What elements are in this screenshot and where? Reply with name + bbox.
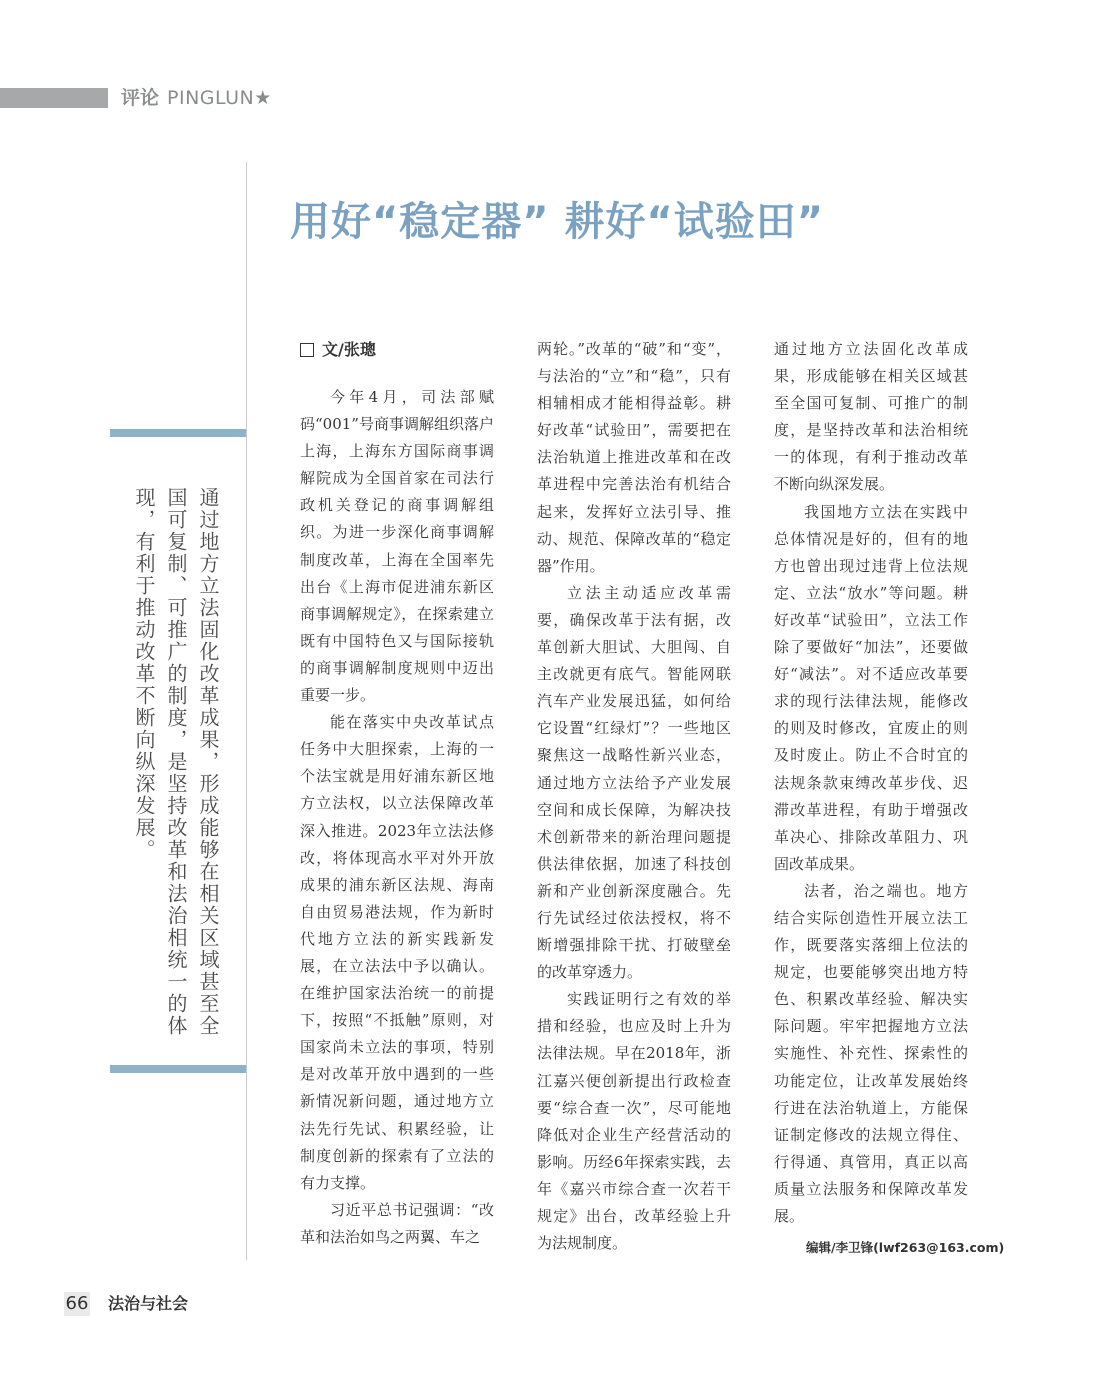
- paragraph: 能在落实中央改革试点任务中大胆探索，上海的一个法宝就是用好浦东新区地方立法权，以立法保障改革深入推进。2023年立法法修改，将体现高水平对外开放成果的浦东新区法规、海南自由贸易港法规，作为新时代地方立法的新实践新发展，在立法法中予以确认。在维护国家法治统一的前提下，按照“不抵触”原则，对国家尚未立法的事项，特别是对改革开放中遇到的一些新情况新问题，通过地方立法先行先试、积累经验，让制度创新的探索有了立法的有力支撑。: [300, 713, 494, 1192]
- byline-square-icon: [300, 343, 314, 357]
- paragraph: 两轮。”改革的“破”和“变”，与法治的“立”和“稳”，只有相辅相成才能相得益彰。耕好改革“试验田”，需要把在法治轨道上推进改革和在改革进程中完善法治有机结合起来，发挥好立法引导、推动、规范、保障改革的“稳定器”作用。: [537, 340, 731, 575]
- paragraph: 习近平总书记强调：“改革和法治如鸟之两翼、车之: [300, 1200, 494, 1246]
- paragraph: 通过地方立法固化改革成果，形成能够在相关区域甚至全国可复制、可推广的制度，是坚持改革和法治相统一的体现，有利于推动改革不断向纵深发展。: [774, 340, 968, 494]
- body-column-1: [300, 384, 494, 1251]
- paragraph: 我国地方立法在实践中总体情况是好的，但有的地方也曾出现过违背上位法规定、立法“放水”等问题。耕好改革“试验田”，立法工作除了要做好“加法”，还要做好“减法”。对不适应改革要求的现行法律法规，能修改的则及时修改，宜废止的则及时废止。防止不合时宜的法规条款束缚改革步伐、迟滞改革进程，有助于增强改革决心、排除改革阻力、巩固改革成果。: [774, 502, 968, 873]
- section-header-bar: [0, 88, 108, 108]
- pull-quote: 通过地方立法固化改革成果，形成能够在相关区域甚至全国可复制、可推广的制度，是坚持改革和法治相统一的体现，有利于推动改革不断向纵深发展。: [132, 487, 220, 1037]
- paragraph: 实践证明行之有效的举措和经验，也应及时上升为法律法规。早在2018年，浙江嘉兴便创新提出行政检查要“综合查一次”，尽可能地降低对企业生产经营活动的影响。历经6年探索实践，去年《嘉兴市综合查一次若干规定》出台，改革经验上升为法规制度。: [537, 990, 731, 1253]
- section-label-cn: 评论: [121, 87, 160, 109]
- byline-text: 文/张璁: [322, 340, 376, 359]
- paragraph: 今年4月，司法部赋码“001”号商事调解组织落户上海，上海东方国际商事调解院成为全国首家在司法行政机关登记的商事调解组织。为进一步深化商事调解制度改革，上海在全国率先出台《上海市促进浦东新区商事调解规定》，在探索建立既有中国特色又与国际接轨的商事调解制度规则中迈出重要一步。: [300, 388, 494, 705]
- column-divider-rule: [246, 162, 247, 1260]
- magazine-name: 法治与社会: [108, 1294, 189, 1313]
- paragraph: 立法主动适应改革需要，确保改革于法有据，改革创新大胆试、大胆闯、自主改就更有底气。智能网联汽车产业发展迅猛，如何给它设置“红绿灯”？一些地区聚焦这一战略性新兴业态，通过地方立法给予产业发展空间和成长保障，为解决技术创新带来的新治理问题提供法律依据，加速了科技创新和产业创新深度融合。先行先试经过依法授权，将不断增强排除干扰、打破壁垒的改革穿透力。: [537, 583, 731, 982]
- pull-quote-bottom-bar: [110, 1065, 246, 1073]
- body-column-3: [774, 336, 968, 1230]
- page-number: 66: [65, 1293, 89, 1314]
- byline: [300, 338, 376, 362]
- section-label: [121, 86, 272, 110]
- section-label-en: PINGLUN★: [167, 87, 272, 109]
- body-column-2: [537, 336, 731, 1257]
- paragraph: 法者，治之端也。地方结合实际创造性开展立法工作，既要落实落细上位法的规定，也要能够突出地方特色、积累改革经验、解决实际问题。牢牢把握地方立法实施性、补充性、探索性的功能定位，让改革发展始终行进在法治轨道上，方能保证制定修改的法规立得住、行得通、真管用，真正以高质量立法服务和保障改革发展。: [774, 881, 968, 1225]
- pull-quote-top-bar: [110, 429, 246, 437]
- article-title: 用好“稳定器” 耕好“试验田”: [290, 199, 825, 245]
- editor-credit: 编辑/李卫锋(lwf263@163.com): [806, 1240, 1005, 1255]
